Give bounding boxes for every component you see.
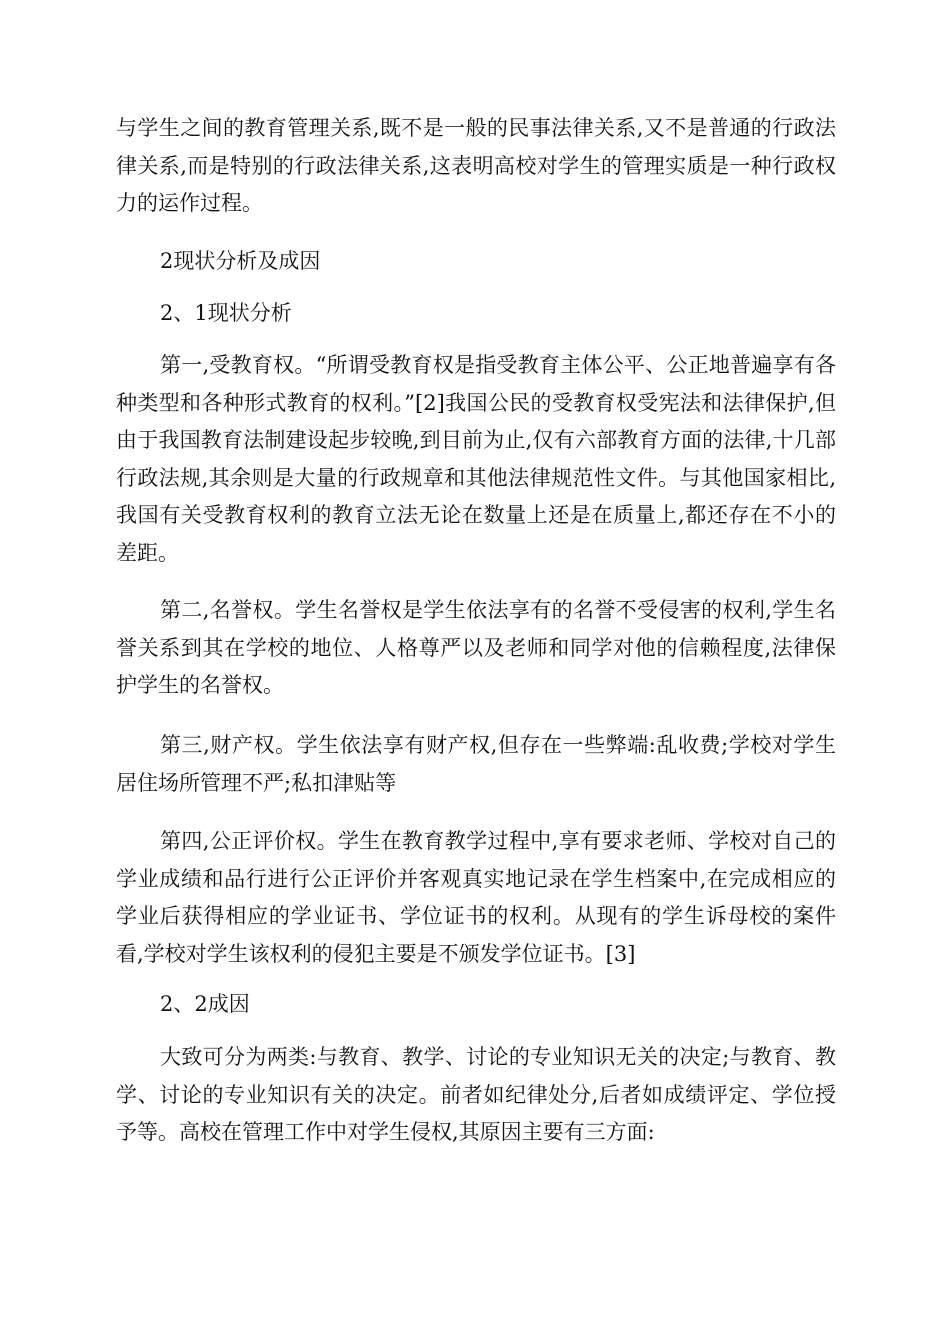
paragraph-fair-evaluation-right: 第四,公正评价权。学生在教育教学过程中,享有要求老师、学校对自己的学业成绩和品行进行公正评价并客观真实地记录在学生档案中,在完成相应的学业后获得相应的学业证书、学位证书的权利。从现有的学生诉母校的案件看,学校对学生该权利的侵犯主要是不颁发学位证书。[3] <box>116 829 836 966</box>
subsection-heading-causes: 2、2成因 <box>160 992 250 1016</box>
section-heading-status-and-causes: 2现状分析及成因 <box>160 249 321 273</box>
paragraph-causes-overview: 大致可分为两类:与教育、教学、讨论的专业知识无关的决定;与教育、教学、讨论的专业知识有关的决定。前者如纪律处分,后者如成绩评定、学位授予等。高校在管理工作中对学生侵权,其原因主要有三方面: <box>116 1045 836 1144</box>
continuation-paragraph: 与学生之间的教育管理关系,既不是一般的民事法律关系,又不是普通的行政法律关系,而是特别的行政法律关系,这表明高校对学生的管理实质是一种行政权力的运作过程。 <box>116 116 836 215</box>
paragraph-property-right: 第三,财产权。学生依法享有财产权,但存在一些弊端:乱收费;学校对学生居住场所管理不严;私扣津贴等 <box>116 733 836 795</box>
subsection-heading-status-analysis: 2、1现状分析 <box>160 301 292 325</box>
paragraph-right-of-reputation: 第二,名誉权。学生名誉权是学生依法享有的名誉不受侵害的权利,学生名誉关系到其在学校的地位、人格尊严以及老师和同学对他的信赖程度,法律保护学生的名誉权。 <box>116 598 836 697</box>
paragraph-right-to-education: 第一,受教育权。“所谓受教育权是指受教育主体公平、公正地普遍享有各种类型和各种形式教育的权利。”[2]我国公民的受教育权受宪法和法律保护,但由于我国教育法制建设起步较晚,到目前为止,仅有六部教育方面的法律,十几部行政法规,其余则是大量的行政规章和其他法律规范性文件。与其他国家相比,我国有关受教育权利的教育立法无论在数量上还是在质量上,都还存在不小的差距。 <box>116 353 836 565</box>
